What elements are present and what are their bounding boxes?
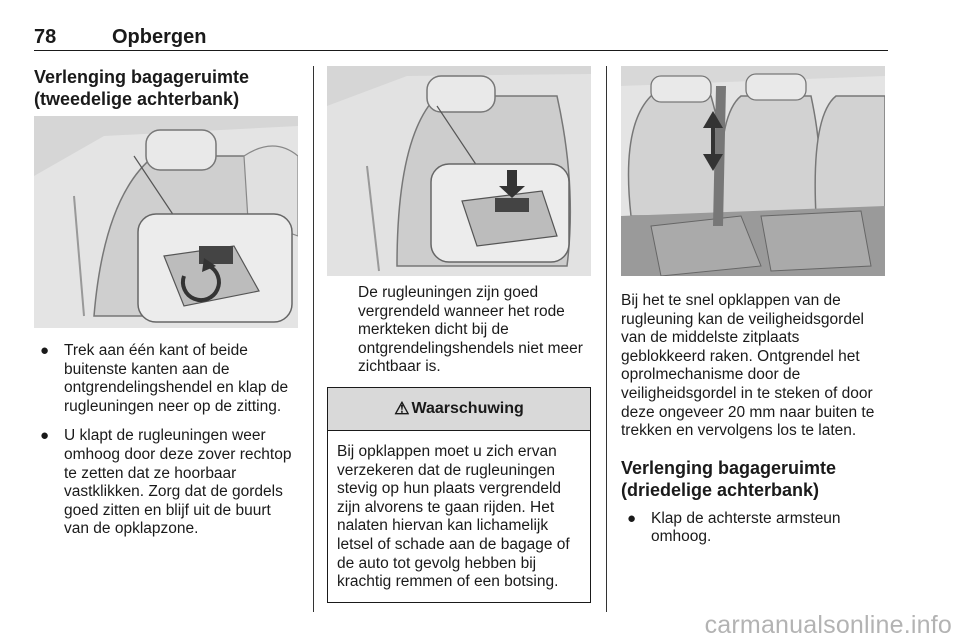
heading-line: (tweedelige achterbank) bbox=[34, 89, 240, 109]
column-left bbox=[34, 66, 300, 550]
seat-release-illustration bbox=[34, 116, 298, 328]
seat-lock-indicator-illustration bbox=[327, 66, 591, 276]
list-item-text: Klap de achterste armsteun omhoog. bbox=[651, 509, 841, 546]
warning-triangle-icon: ⚠ bbox=[394, 398, 410, 418]
column-right bbox=[621, 66, 887, 558]
list-item-text: Trek aan één kant of beide buitenste kanten aan de ontgrendelingshendel en klap de rugleuningen neer op de zitting. bbox=[64, 342, 289, 415]
figure-caption: De rugleuningen zijn goed vergrendeld wanneer het rode merkteken dicht bij de ontgrendelingshendels niet meer zichtbaar is. bbox=[358, 284, 583, 376]
list-item: ● U klapt de rugleuningen weer omhoog door deze zover rechtop te zetten dat ze hoorbaar vastklikken. Zorg dat de gordels goed zitten en blijf uit de buurt van de opklapzone. bbox=[40, 427, 292, 538]
warning-title: Waarschuwing bbox=[411, 399, 524, 417]
instruction-list bbox=[621, 510, 887, 547]
column-divider bbox=[313, 66, 314, 612]
warning-header bbox=[328, 388, 590, 431]
section-heading bbox=[621, 457, 887, 501]
body-paragraph: Bij het te snel opklappen van de rugleuning kan de veiligheidsgordel van de middelste zitplaats geblokkeerd raken. Ontgrendel het oprolmechanisme door de veiligheidsgordel in te steken of door deze ongeveer 20 mm naar buiten te trekken en vervolgens los te laten. bbox=[621, 292, 875, 440]
warning-text: Bij opklappen moet u zich ervan verzekeren dat de rugleuningen stevig op hun plaats vergrendeld zijn alvorens te gaan rijden. Het nalaten hiervan kan lichamelijk letsel of schade aan de bagage of de auto tot gevolg hebben bij krachtig remmen of een botsing. bbox=[337, 442, 570, 591]
page-header bbox=[34, 26, 888, 51]
heading-line: Verlenging bagageruimte bbox=[621, 457, 837, 478]
chapter-title: Opbergen bbox=[112, 26, 207, 48]
column-divider bbox=[606, 66, 607, 612]
section-heading bbox=[34, 66, 300, 110]
list-item: ● Trek aan één kant of beide buitenste kanten aan de ontgrendelingshendel en klap de rugleuningen neer op de zitting. bbox=[40, 342, 289, 415]
heading-line: Verlenging bagageruimte bbox=[34, 67, 250, 87]
list-item-text: U klapt de rugleuningen weer omhoog door deze zover rechtop te zetten dat ze hoorbaar vastklikken. Zorg dat de gordels goed zitten en blijf uit de buurt van de opklapzone. bbox=[64, 427, 292, 538]
list-item: ● Klap de achterste armsteun omhoog. bbox=[627, 509, 841, 546]
warning-box bbox=[327, 387, 591, 603]
watermark: carmanualsonline.info bbox=[704, 611, 952, 639]
instruction-list bbox=[34, 342, 300, 539]
seatbelt-illustration bbox=[621, 66, 885, 276]
page-number: 78 bbox=[34, 26, 57, 48]
column-middle bbox=[327, 66, 593, 603]
heading-line: (driedelige achterbank) bbox=[621, 479, 820, 500]
